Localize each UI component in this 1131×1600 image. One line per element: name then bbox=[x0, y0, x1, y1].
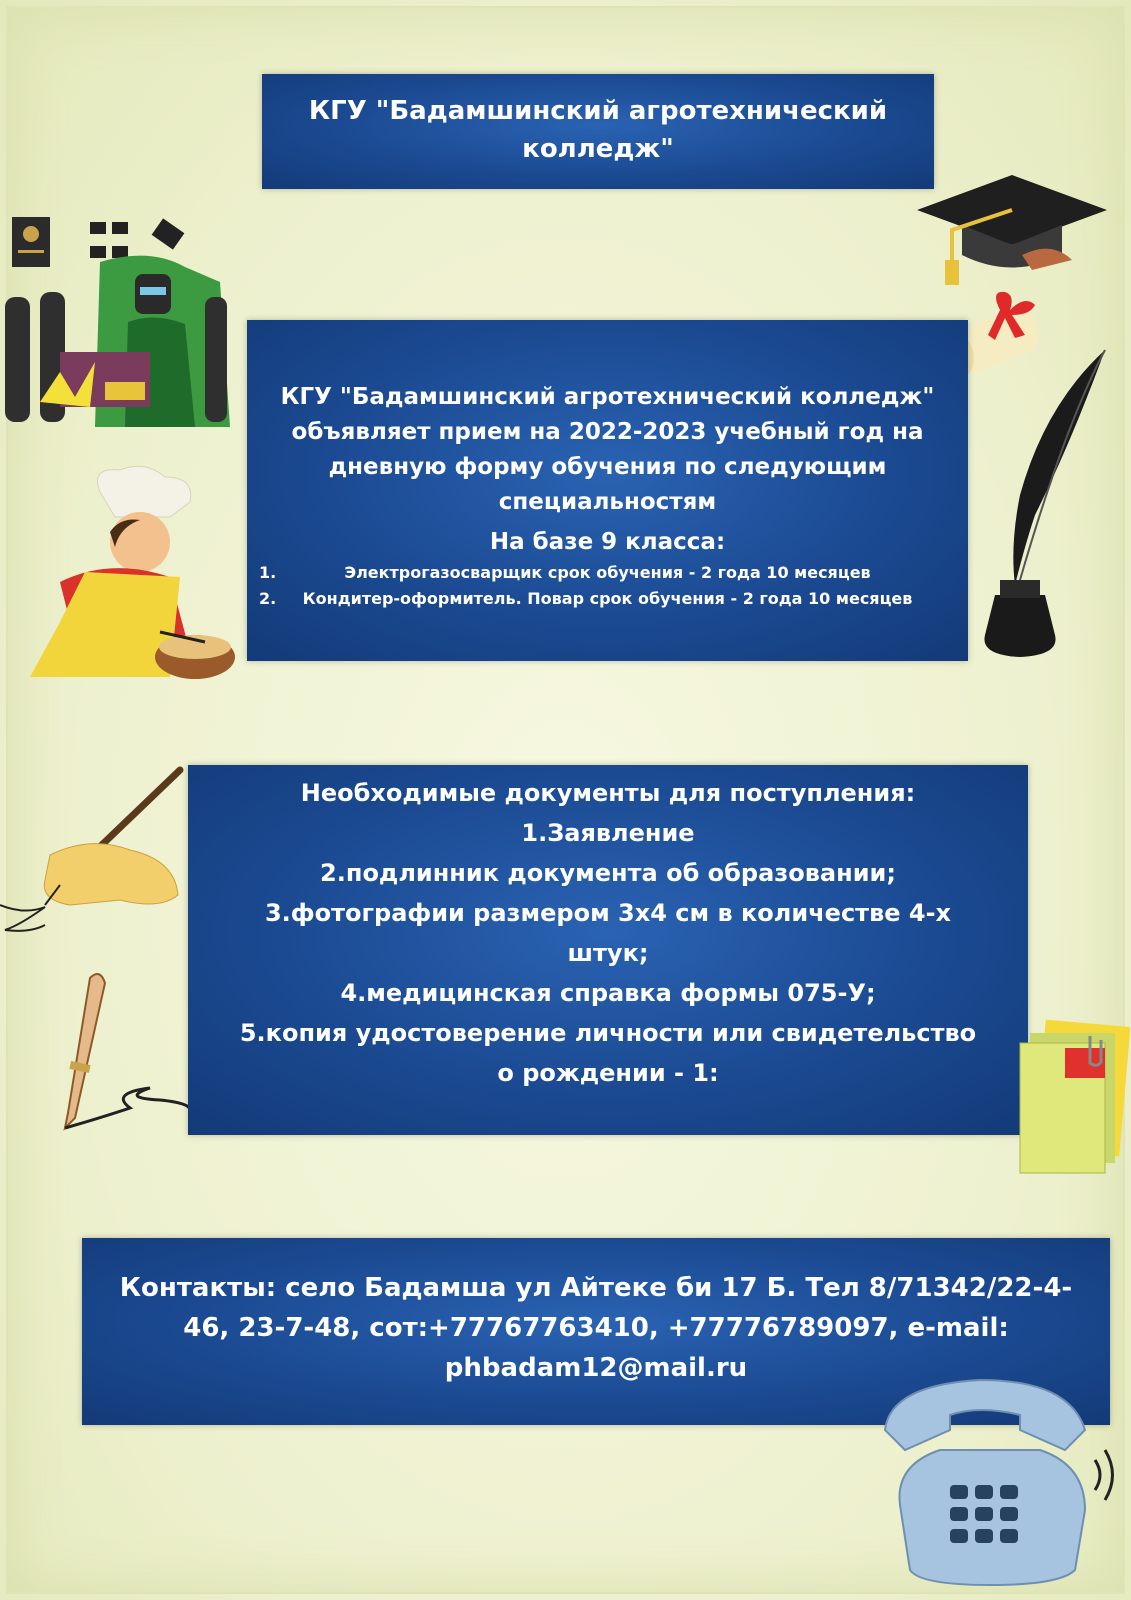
documents-list bbox=[198, 813, 1018, 1093]
chef-icon bbox=[20, 462, 235, 692]
documents-box bbox=[188, 765, 1028, 1135]
writing-hand-icon bbox=[0, 765, 190, 935]
pen-icon bbox=[40, 968, 195, 1138]
graduation-cap-icon bbox=[912, 170, 1117, 290]
college-title-box bbox=[262, 74, 934, 189]
list-item-text: Электрогазосварщик срок обучения - 2 года 10 месяцев bbox=[344, 563, 871, 582]
quill-inkwell-icon bbox=[975, 345, 1115, 665]
list-item: 3.фотографии размером 3х4 см в количестве 4-х штук; bbox=[264, 899, 952, 967]
list-item: 2.подлинник документа об образовании; bbox=[320, 859, 896, 887]
list-item: 5.копия удостоверение личности или свидетельство о рождении - 1: bbox=[239, 1019, 977, 1087]
folders-icon bbox=[1015, 1018, 1130, 1178]
documents-heading: Необходимые документы для поступления: bbox=[300, 779, 916, 807]
specialties-list bbox=[257, 560, 958, 612]
telephone-icon bbox=[870, 1375, 1125, 1590]
list-item-number: 1. bbox=[259, 563, 277, 582]
list-item-number: 2. bbox=[259, 589, 277, 608]
college-title: КГУ "Бадамшинский агротехнический колледж" bbox=[308, 96, 888, 164]
list-item: 4.медицинская справка формы 075-У; bbox=[340, 979, 876, 1007]
list-item-text: Кондитер-оформитель. Повар срок обучения - 2 года 10 месяцев bbox=[302, 589, 913, 608]
admission-announcement-box bbox=[247, 320, 968, 661]
contacts-text: Контакты: село Бадамша ул Айтеке би 17 Б. Тел 8/71342/22-4-46, 23-7-48, сот:+77767763410, +77776789097, e-mail: phbadam12@mail.ru bbox=[119, 1273, 1073, 1383]
list-item: 1.Заявление bbox=[521, 819, 695, 847]
admission-lead-text: КГУ "Бадамшинский агротехнический колледж" объявляет прием на 2022-2023 учебный год на дневную форму обучения по следующим специальностям bbox=[280, 384, 935, 515]
list-item bbox=[257, 586, 958, 612]
welder-icon bbox=[0, 212, 235, 432]
list-item bbox=[257, 560, 958, 586]
admission-subheading: На базе 9 класса: bbox=[489, 529, 726, 555]
